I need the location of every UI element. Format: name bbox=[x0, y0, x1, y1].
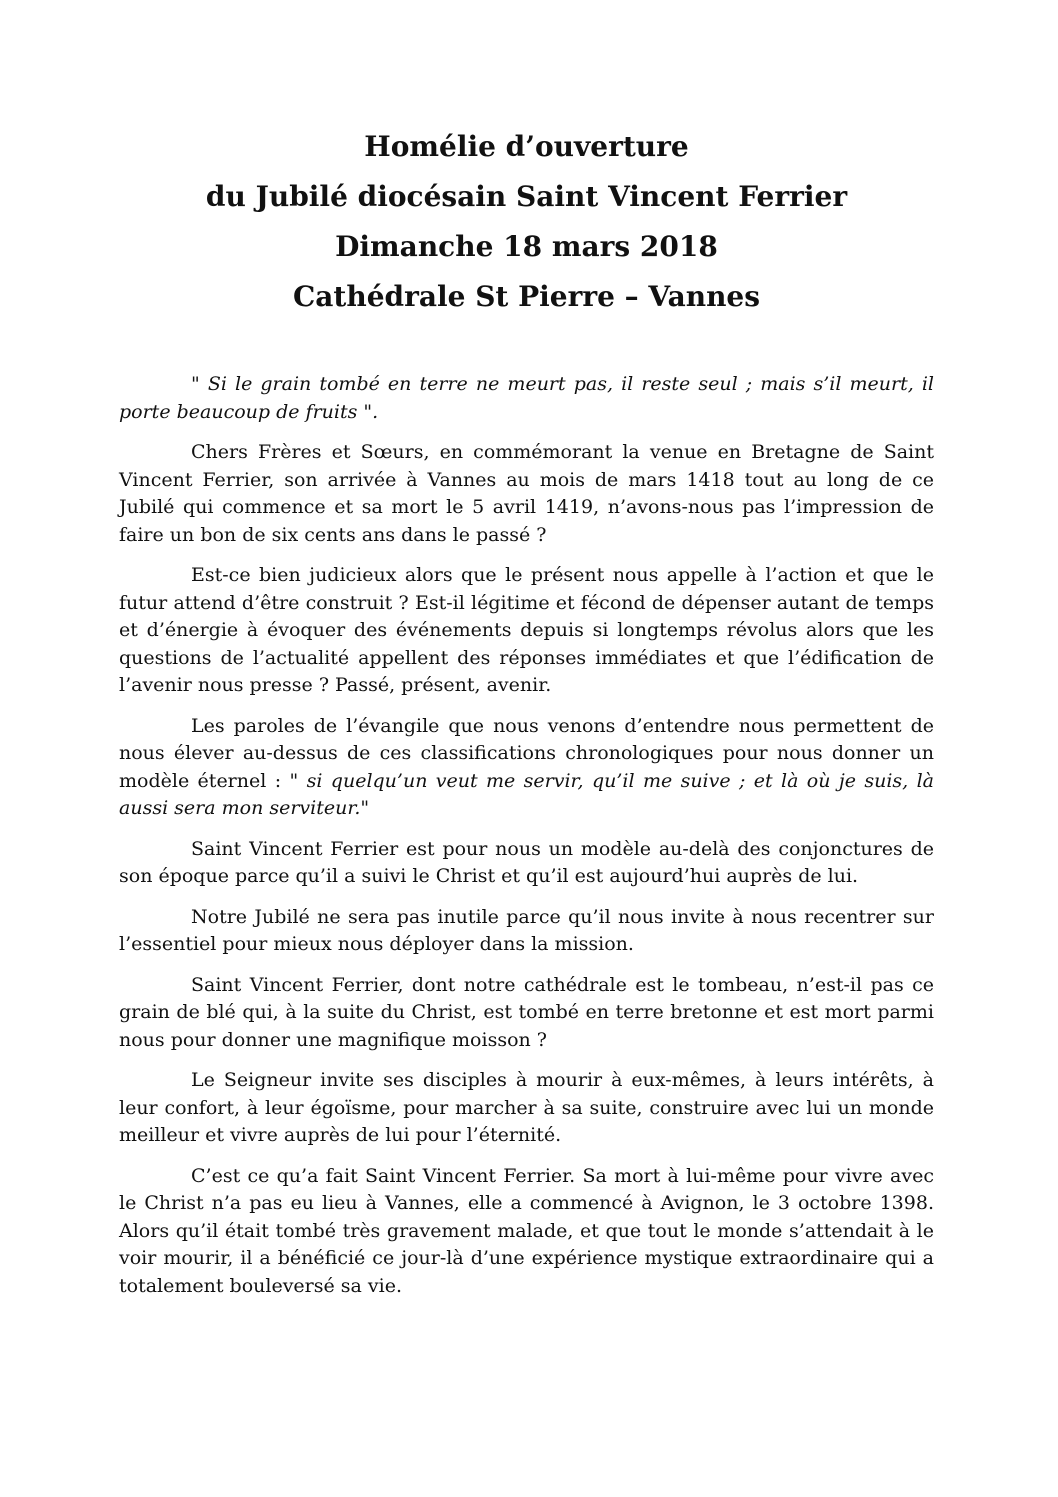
paragraph-commemoration: Chers Frères et Sœurs, en commémorant la venue en Bretagne de Saint Vincent Ferrier, son arrivée à Vannes au mois de mars 1418 tout au long de ce Jubilé qui commence et sa mort le 5 avril 1419, n’avons-nous pas l’impression de faire un bon de six cents ans dans le passé ? bbox=[119, 441, 934, 546]
paragraph-grain-of-wheat: Saint Vincent Ferrier, dont notre cathédrale est le tombeau, n’est-il pas ce grain de blé qui, à la suite du Christ, est tombé en terre bretonne et est mort parmi nous pour donner une magnifique moisson ? bbox=[119, 973, 934, 1051]
title-line-jubilee: du Jubilé diocésain Saint Vincent Ferrier bbox=[205, 180, 848, 213]
paragraph-scripture-epigraph: " Si le grain tombé en terre ne meurt pas, il reste seul ; mais s’il meurt, il porte beaucoup de fruits ". bbox=[119, 373, 934, 423]
paragraph-model-beyond: Saint Vincent Ferrier est pour nous un modèle au-delà des conjonctures de son époque parce qu’il a suivi le Christ et qu’il est aujourd’hui auprès de lui. bbox=[119, 837, 934, 887]
title-line-location: Cathédrale St Pierre – Vannes bbox=[292, 280, 761, 313]
paragraph-gospel-words-normal: Les paroles de l’évangile que nous venons d’entendre nous permettent de nous élever au-dessus de ces classifications chronologiques pour nous donner un modèle éternel : bbox=[119, 714, 934, 792]
paragraph-lord-invitation: Le Seigneur invite ses disciples à mourir à eux-mêmes, à leurs intérêts, à leur confort, à leur égoïsme, pour marcher à sa suite, construire avec lui un monde meilleur et vivre auprès de lui pour l’éternité. bbox=[119, 1069, 934, 1146]
paragraph-jubilee-purpose: Notre Jubilé ne sera pas inutile parce qu’il nous invite à nous recentrer sur l’essentiel pour mieux nous déployer dans la mission. bbox=[119, 905, 934, 955]
title-line-date: Dimanche 18 mars 2018 bbox=[335, 230, 718, 263]
paragraph-gospel-words bbox=[119, 713, 934, 823]
paragraph-judicious-question: Est-ce bien judicieux alors que le présent nous appelle à l’action et que le futur attend d’être construit ? Est-il légitime et fécond de dépenser autant de temps et d’énergie à évoquer des événements depuis si longtemps révolus alors que les questions de l’actualité appellent des réponses immédiates et que l’édification de l’avenir nous presse ? Passé, présent, avenir. bbox=[119, 564, 934, 696]
paragraph-gospel-words-quote: " si quelqu’un veut me servir, qu’il me suive ; et là où je suis, là aussi sera mon serviteur." bbox=[119, 769, 934, 819]
paragraph-avignon-experience: C’est ce qu’a fait Saint Vincent Ferrier. Sa mort à lui-même pour vivre avec le Christ n’a pas eu lieu à Vannes, elle a commencé à Avignon, le 3 octobre 1398. Alors qu’il était tombé très gravement malade, et que tout le monde s’attendait à le voir mourir, il a bénéficié ce jour-là d’une expérience mystique extraordinaire qui a totalement bouleversé sa vie. bbox=[119, 1164, 934, 1297]
document-body bbox=[119, 371, 934, 1300]
document-title-block bbox=[119, 122, 934, 322]
title-line-homily: Homélie d’ouverture bbox=[364, 130, 689, 163]
